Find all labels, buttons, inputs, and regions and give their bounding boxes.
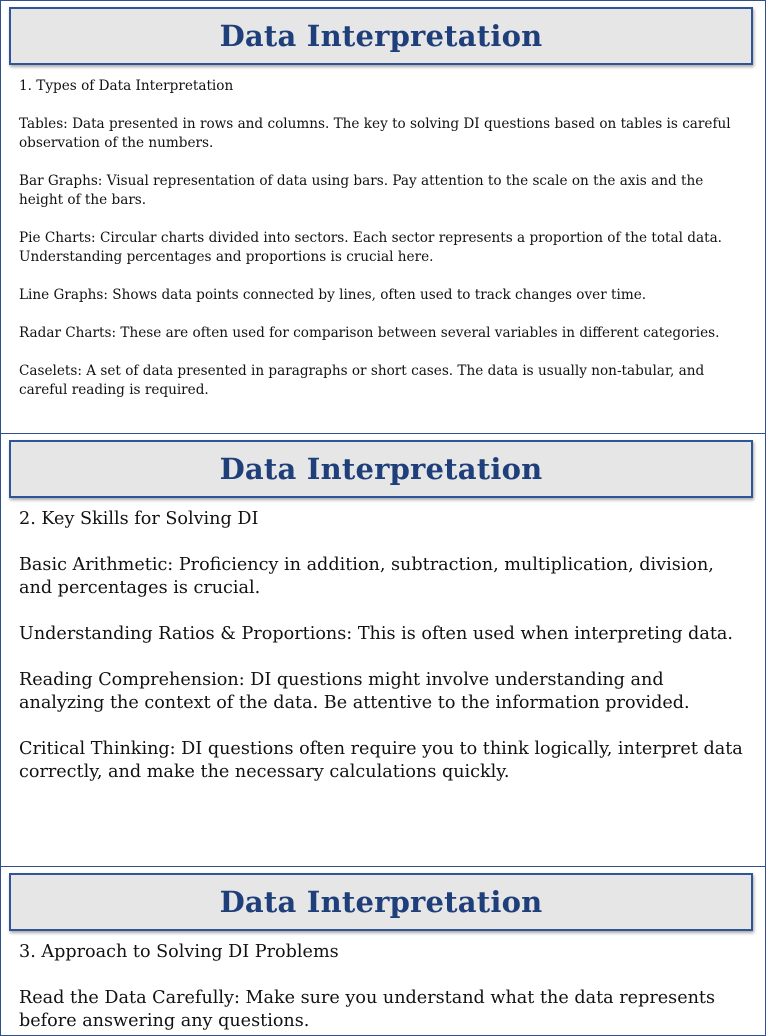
paragraph-pie-charts: Pie Charts: Circular charts divided into sectors. Each sector represents a proportion of the total data. Understanding percentages and proportions is crucial here. xyxy=(19,230,722,265)
slide-header xyxy=(9,440,753,498)
slide-2 xyxy=(0,433,766,867)
slide-1 xyxy=(0,0,766,434)
paragraph-reading-comprehension: Reading Comprehension: DI questions might involve understanding and analyzing the context of the data. Be attentive to the information provided. xyxy=(19,670,690,713)
slide-body xyxy=(1,65,765,400)
slide-3 xyxy=(0,866,766,1036)
slide-title: Data Interpretation xyxy=(219,452,543,486)
paragraph-critical-thinking: Critical Thinking: DI questions often require you to think logically, interpret data correctly, and make the necessary calculations quickly. xyxy=(19,739,743,782)
section-heading: 2. Key Skills for Solving DI xyxy=(19,509,259,529)
slide-title: Data Interpretation xyxy=(219,19,543,53)
slide-title: Data Interpretation xyxy=(219,885,543,919)
paragraph-bar-graphs: Bar Graphs: Visual representation of data using bars. Pay attention to the scale on the axis and the height of the bars. xyxy=(19,173,704,208)
paragraph-read-data-carefully: Read the Data Carefully: Make sure you understand what the data represents before answering any questions. xyxy=(19,988,716,1031)
slide-header xyxy=(9,873,753,931)
paragraph-ratios-proportions: Understanding Ratios & Proportions: This is often used when interpreting data. xyxy=(19,624,733,644)
paragraph-basic-arithmetic: Basic Arithmetic: Proficiency in addition, subtraction, multiplication, division, and percentages is crucial. xyxy=(19,555,714,598)
paragraph-radar-charts: Radar Charts: These are often used for comparison between several variables in different categories. xyxy=(19,325,720,341)
section-heading: 1. Types of Data Interpretation xyxy=(19,78,234,94)
slide-header xyxy=(9,7,753,65)
paragraph-caselets: Caselets: A set of data presented in paragraphs or short cases. The data is usually non-tabular, and careful reading is required. xyxy=(19,363,705,398)
paragraph-tables: Tables: Data presented in rows and columns. The key to solving DI questions based on tables is careful observation of the numbers. xyxy=(19,116,731,151)
paragraph-line-graphs: Line Graphs: Shows data points connected by lines, often used to track changes over time. xyxy=(19,287,647,303)
slide-body xyxy=(1,498,765,784)
section-heading: 3. Approach to Solving DI Problems xyxy=(19,942,339,962)
slide-body xyxy=(1,931,765,1033)
